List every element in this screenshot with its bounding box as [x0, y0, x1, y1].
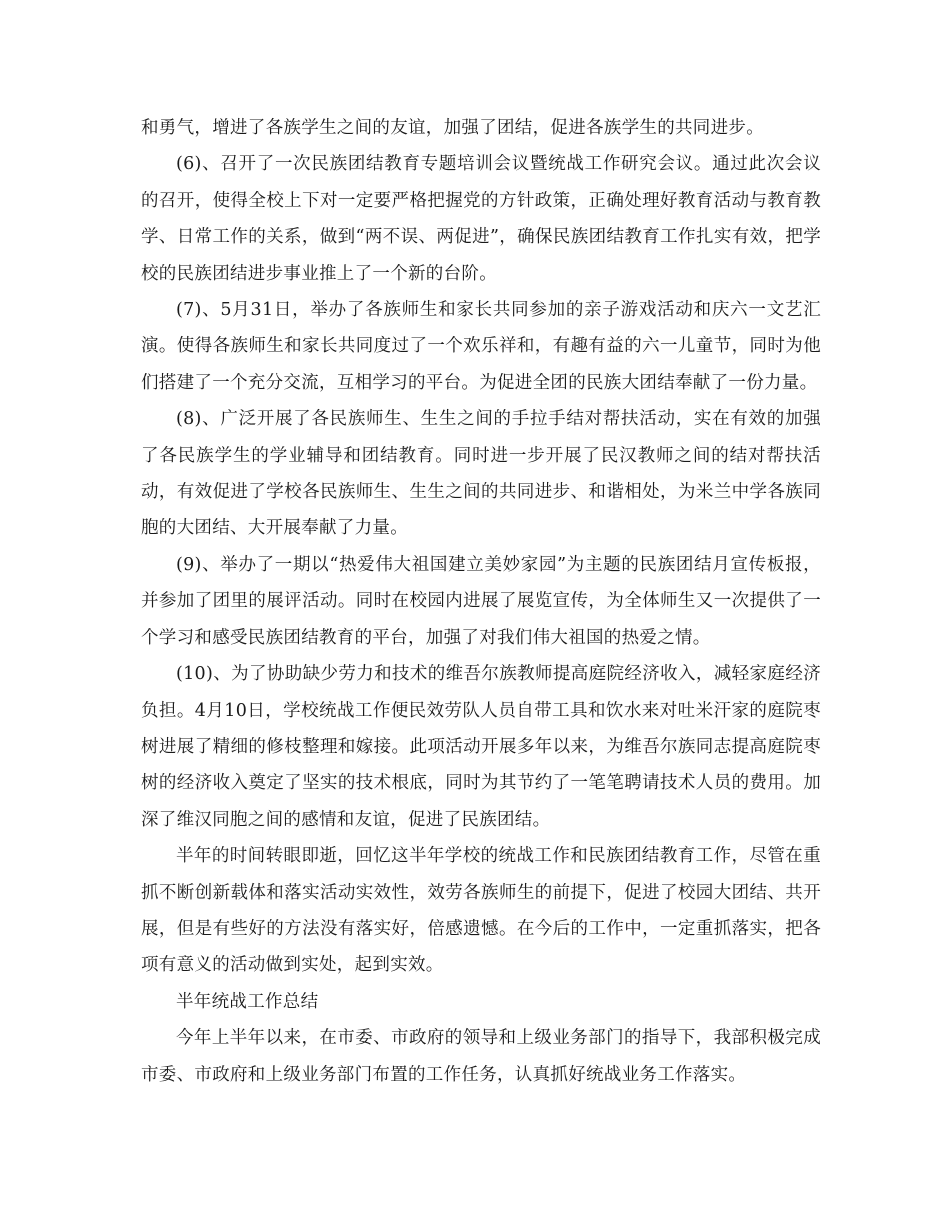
- paragraph-item-10: (10)、为了协助缺少劳力和技术的维吾尔族教师提高庭院经济收入，减轻家庭经济负担。4月10日，学校统战工作便民效劳队人员自带工具和饮水来对吐米汗家的庭院枣树进展了精细的修枝整理和嫁接。此项活动开展多年以来，为维吾尔族同志提高庭院枣树的经济收入奠定了坚实的技术根底，同时为其节约了一笔笔聘请技术人员的费用。加深了维汉同胞之间的感情和友谊，促进了民族团结。: [141, 664, 821, 830]
- paragraph-summary: 半年的时间转眼即逝，回忆这半年学校的统战工作和民族团结教育工作，尽管在重抓不断创新载体和落实活动实效性，效劳各族师生的前提下，促进了校园大团结、共开展，但是有些好的方法没有落实好，倍感遗憾。在今后的工作中，一定重抓落实，把各项有意义的活动做到实处，起到实效。: [141, 846, 821, 976]
- paragraph-item-8: (8)、广泛开展了各民族师生、生生之间的手拉手结对帮扶活动，实在有效的加强了各民族学生的学业辅导和团结教育。同时进一步开展了民汉教师之间的结对帮扶活动，有效促进了学校各民族师生、生生之间的共同进步、和谐相处，为米兰中学各族同胞的大团结、大开展奉献了力量。: [141, 409, 821, 539]
- paragraph-continuation: 和勇气，增进了各族学生之间的友谊，加强了团结，促进各族学生的共同进步。: [141, 118, 764, 138]
- paragraph-item-9: (9)、举办了一期以“热爱伟大祖国建立美妙家园”为主题的民族团结月宣传板报，并参加了团里的展评活动。同时在校园内进展了展览宣传，为全体师生又一次提供了一个学习和感受民族团结教育的平台，加强了对我们伟大祖国的热爱之情。: [141, 554, 821, 648]
- paragraph-item-7: (7)、5月31日，举办了各族师生和家长共同参加的亲子游戏活动和庆六一文艺汇演。使得各族师生和家长共同度过了一个欢乐祥和，有趣有益的六一儿童节，同时为他们搭建了一个充分交流，互相学习的平台。为促进全团的民族大团结奉献了一份力量。: [141, 300, 821, 393]
- paragraph-intro: 今年上半年以来，在市委、市政府的领导和上级业务部门的指导下，我部积极完成市委、市政府和上级业务部门布置的工作任务，认真抓好统战业务工作落实。: [141, 1028, 821, 1085]
- section-heading: 半年统战工作总结: [176, 991, 319, 1012]
- paragraph-item-6: (6)、召开了一次民族团结教育专题培训会议暨统战工作研究会议。通过此次会议的召开，使得全校上下对一定要严格把握党的方针政策，正确处理好教育活动与教育教学、日常工作的关系，做到“两不误、两促进”，确保民族团结教育工作扎实有效，把学校的民族团结进步事业推上了一个新的台阶。: [141, 154, 821, 284]
- document-body: [141, 110, 821, 1093]
